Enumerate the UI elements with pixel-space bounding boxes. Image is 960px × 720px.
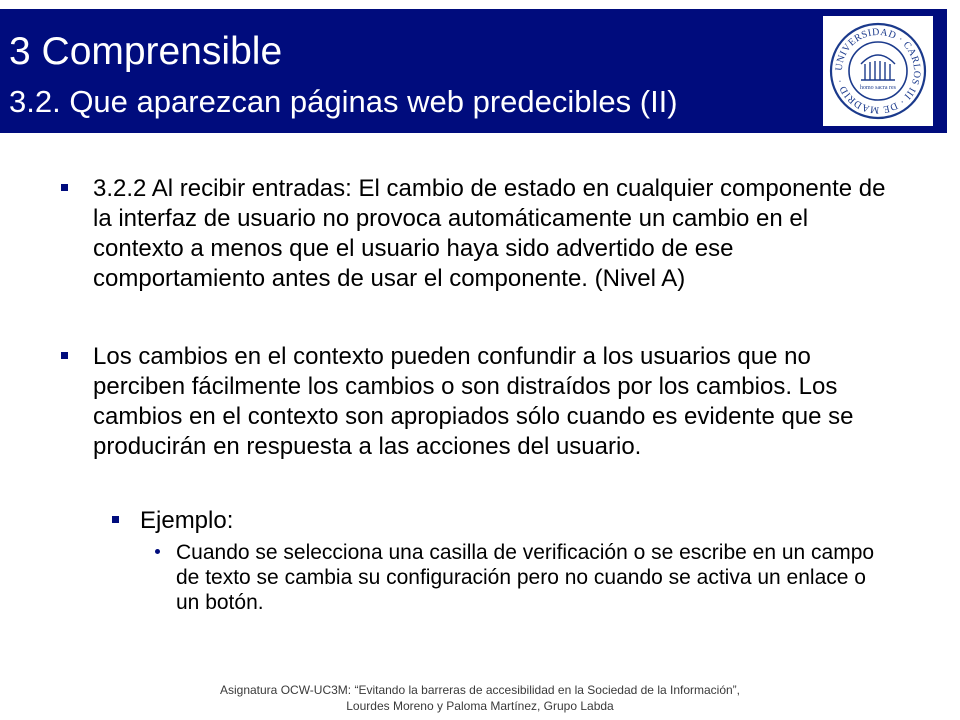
bullet-text: Los cambios en el contexto pueden confundir a los usuarios que no perciben fácilmente los cambios o son distraídos por los cambios. Los cambios en el contexto son apropiados sólo cuando es evidente que se producirán en respuesta a las acciones del usuario. (93, 343, 854, 460)
square-bullet-icon (61, 352, 68, 359)
slide-title: 3 Comprensible (9, 30, 283, 73)
dot-bullet-icon (155, 549, 160, 554)
bullet-text: Cuando se selecciona una casilla de verificación o se escribe en un campo de texto se cambia su configuración pero no cuando se activa un enlace o un botón. (176, 541, 875, 614)
bullet-item-1 (61, 174, 901, 294)
bullet-text: 3.2.2 Al recibir entradas: El cambio de estado en cualquier componente de la interfaz de usuario no provoca automáticamente un cambio en el contexto a menos que el usuario haya sido advertido de ese comportamiento antes de usar el componente. (Nivel A) (93, 175, 886, 292)
seal-motto: homo sacra res (860, 85, 896, 91)
sub-sub-bullet-item (155, 540, 875, 615)
footer-line-2: Lourdes Moreno y Paloma Martínez, Grupo Labda (346, 699, 614, 713)
footer-line-1: Asignatura OCW-UC3M: “Evitando la barreras de accesibilidad en la Sociedad de la Información”, (219, 683, 741, 697)
footer (0, 682, 960, 714)
slide-subtitle: 3.2. Que aparezcan páginas web predecibles (II) (9, 84, 678, 119)
seal-ring-text: UNIVERSIDAD · CARLOS III · DE MADRID · (833, 26, 923, 116)
bullet-text: Ejemplo: (140, 507, 234, 534)
bullet-item-2 (61, 342, 901, 462)
square-bullet-icon (61, 184, 68, 191)
square-bullet-icon (112, 516, 119, 523)
sub-bullet-item (112, 506, 892, 536)
